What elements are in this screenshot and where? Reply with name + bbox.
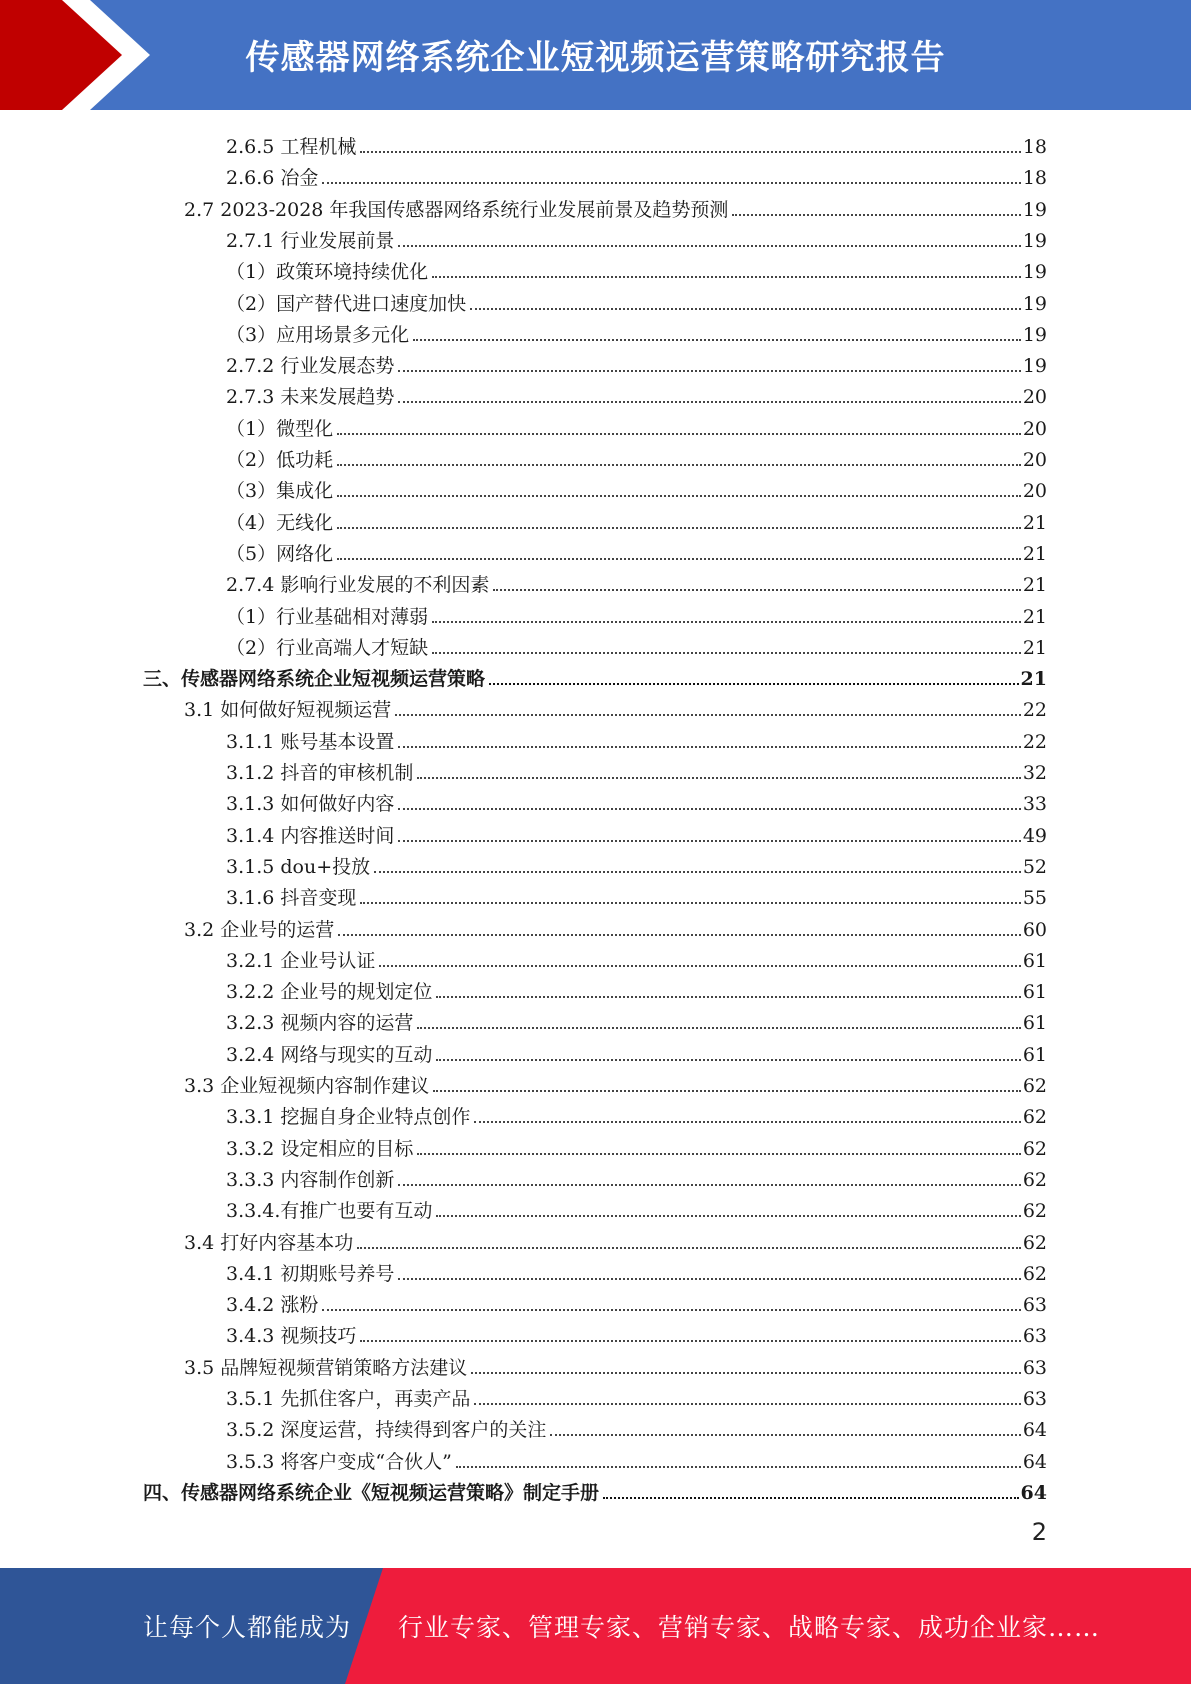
toc-entry-label: 3.5.2 深度运营，持续得到客户的关注 xyxy=(226,1419,547,1442)
toc-entry-page: 20 xyxy=(1022,449,1047,471)
toc-entry[interactable] xyxy=(184,691,1047,722)
toc-entry[interactable] xyxy=(226,504,1047,535)
toc-entry-page: 21 xyxy=(1020,668,1047,691)
toc-entry[interactable] xyxy=(226,535,1047,566)
toc-dot-leader xyxy=(471,1372,1021,1374)
toc-dot-leader xyxy=(436,996,1020,998)
toc-entry[interactable] xyxy=(226,159,1047,190)
toc-entry-page: 63 xyxy=(1022,1388,1047,1410)
toc-entry[interactable] xyxy=(184,1067,1047,1098)
toc-entry-page: 61 xyxy=(1022,1012,1047,1035)
toc-entry-page: 19 xyxy=(1022,323,1047,346)
toc-dot-leader xyxy=(436,1215,1020,1217)
toc-entry-page: 49 xyxy=(1022,824,1047,847)
toc-entry[interactable] xyxy=(184,911,1047,942)
toc-dot-leader xyxy=(337,495,1021,497)
toc-entry-page: 63 xyxy=(1022,1356,1047,1379)
toc-entry-page: 52 xyxy=(1022,855,1047,878)
toc-entry-label: （3）集成化 xyxy=(226,480,334,503)
toc-entry-page: 33 xyxy=(1022,793,1047,816)
toc-dot-leader xyxy=(474,1121,1020,1123)
toc-entry-page: 22 xyxy=(1022,730,1047,753)
toc-entry[interactable] xyxy=(226,1443,1047,1474)
toc-entry[interactable] xyxy=(226,1380,1047,1411)
footer-slogan-right: 行业专家、管理专家、营销专家、战略专家、成功企业家…… xyxy=(398,1613,1101,1642)
toc-entry-label: 3.4.1 初期账号养号 xyxy=(226,1262,395,1285)
toc-entry-label: 3.3.4.有推广也要有互动 xyxy=(226,1200,433,1223)
toc-dot-leader xyxy=(322,182,1020,184)
toc-entry[interactable] xyxy=(226,285,1047,316)
toc-entry-label: （2）低功耗 xyxy=(226,449,334,471)
toc-entry-page: 63 xyxy=(1022,1294,1047,1317)
toc-entry-label: （1）行业基础相对薄弱 xyxy=(226,605,429,628)
toc-entry-page: 62 xyxy=(1022,1168,1047,1191)
toc-entry[interactable] xyxy=(226,879,1047,910)
toc-entry-page: 20 xyxy=(1022,386,1047,409)
toc-entry[interactable] xyxy=(226,1004,1047,1035)
toc-entry-page: 64 xyxy=(1020,1481,1047,1504)
toc-entry[interactable] xyxy=(184,191,1047,222)
toc-dot-leader xyxy=(417,1027,1020,1029)
toc-entry-label: 3.2.4 网络与现实的互动 xyxy=(226,1043,433,1066)
toc-dot-leader xyxy=(432,652,1021,654)
toc-entry-page: 61 xyxy=(1022,1043,1047,1066)
toc-entry-label: 2.7.1 行业发展前景 xyxy=(226,229,395,252)
toc-entry[interactable] xyxy=(226,1192,1047,1223)
toc-entry[interactable] xyxy=(184,1349,1047,1380)
toc-entry-label: （2）国产替代进口速度加快 xyxy=(226,292,467,315)
footer-slogan-left: 让每个人都能成为 xyxy=(143,1613,352,1642)
toc-entry-page: 19 xyxy=(1022,198,1047,221)
toc-entry-label: 2.6.6 冶金 xyxy=(226,167,319,190)
toc-entry-page: 19 xyxy=(1022,292,1047,315)
toc-entry-label: 2.6.5 工程机械 xyxy=(226,136,357,158)
toc-dot-leader xyxy=(338,934,1021,936)
toc-entry-label: 3.3 企业短视频内容制作建议 xyxy=(184,1075,430,1097)
toc-entry-label: 3.2.1 企业号认证 xyxy=(226,949,376,972)
toc-entry-label: 3.3.3 内容制作创新 xyxy=(226,1168,395,1191)
toc-entry[interactable] xyxy=(226,316,1047,347)
toc-entry-label: （1）微型化 xyxy=(226,417,334,440)
toc-entry-page: 62 xyxy=(1022,1262,1047,1285)
toc-dot-leader xyxy=(398,1278,1020,1280)
toc-entry[interactable] xyxy=(226,629,1047,660)
toc-entry-label: 3.1.4 内容推送时间 xyxy=(226,824,395,847)
page-header xyxy=(0,0,1191,110)
toc-entry-label: （1）政策环境持续优化 xyxy=(226,261,429,284)
toc-dot-leader xyxy=(337,527,1021,529)
toc-dot-leader xyxy=(417,777,1020,779)
toc-entry-label: （3）应用场景多元化 xyxy=(226,323,410,346)
toc-entry-page: 20 xyxy=(1022,480,1047,503)
toc-dot-leader xyxy=(398,840,1020,842)
page-number: 2 xyxy=(1031,1518,1047,1546)
toc-dot-leader xyxy=(413,339,1021,341)
toc-dot-leader xyxy=(360,151,1020,153)
toc-dot-leader xyxy=(470,308,1021,310)
toc-entry-page: 62 xyxy=(1022,1075,1047,1097)
toc-entry[interactable] xyxy=(226,472,1047,503)
toc-dot-leader xyxy=(550,1434,1020,1436)
toc-entry-label: （2）行业高端人才短缺 xyxy=(226,636,429,659)
toc-dot-leader xyxy=(417,1153,1020,1155)
toc-entry-label: 2.7.4 影响行业发展的不利因素 xyxy=(226,574,490,597)
toc-dot-leader xyxy=(474,1403,1020,1405)
toc-entry-page: 55 xyxy=(1022,887,1047,910)
toc-entry-page: 22 xyxy=(1022,699,1047,722)
toc-entry[interactable] xyxy=(226,723,1047,754)
toc-entry[interactable] xyxy=(226,1286,1047,1317)
toc-entry[interactable] xyxy=(226,817,1047,848)
toc-dot-leader xyxy=(398,1184,1020,1186)
toc-entry[interactable] xyxy=(226,378,1047,409)
toc-dot-leader xyxy=(357,1247,1021,1249)
toc-entry-label: 3.4.2 涨粉 xyxy=(226,1294,319,1317)
toc-dot-leader xyxy=(379,965,1020,967)
toc-dot-leader xyxy=(395,714,1021,716)
toc-entry-page: 21 xyxy=(1022,636,1047,659)
toc-entry[interactable] xyxy=(226,441,1047,472)
toc-dot-leader xyxy=(337,558,1021,560)
toc-entry[interactable] xyxy=(226,347,1047,378)
toc-dot-leader xyxy=(337,464,1021,466)
toc-entry-label: 3.2 企业号的运营 xyxy=(184,918,335,941)
toc-entry-page: 19 xyxy=(1022,261,1047,284)
toc-entry[interactable] xyxy=(226,942,1047,973)
toc-entry-page: 21 xyxy=(1022,605,1047,628)
toc-dot-leader xyxy=(398,245,1020,247)
toc-entry[interactable] xyxy=(226,1098,1047,1129)
toc-dot-leader xyxy=(360,1340,1020,1342)
toc-entry-label: 3.1.6 抖音变现 xyxy=(226,887,357,910)
toc-dot-leader xyxy=(432,276,1021,278)
toc-dot-leader xyxy=(360,902,1020,904)
toc-entry[interactable] xyxy=(226,598,1047,629)
toc-entry[interactable] xyxy=(226,848,1047,879)
toc-entry[interactable] xyxy=(184,1224,1047,1255)
toc-entry-label: 2.7 2023-2028 年我国传感器网络系统行业发展前景及趋势预测 xyxy=(184,198,729,221)
toc-dot-leader xyxy=(433,1090,1021,1092)
toc-entry-page: 62 xyxy=(1022,1106,1047,1129)
toc-entry-page: 61 xyxy=(1022,949,1047,972)
toc-entry-label: 3.2.3 视频内容的运营 xyxy=(226,1012,414,1035)
toc-entry-label: 四、传感器网络系统企业《短视频运营策略》制定手册 xyxy=(143,1481,600,1504)
toc-entry-page: 64 xyxy=(1022,1450,1047,1473)
page-footer xyxy=(0,1568,1191,1684)
toc-dot-leader xyxy=(322,1309,1020,1311)
toc-entry-page: 20 xyxy=(1022,417,1047,440)
toc-dot-leader xyxy=(493,589,1020,591)
toc-entry-label: 3.1.3 如何做好内容 xyxy=(226,793,395,816)
toc-dot-leader xyxy=(489,683,1019,685)
toc-entry-label: 3.1.1 账号基本设置 xyxy=(226,730,395,753)
toc-entry-page: 18 xyxy=(1022,167,1047,190)
toc-dot-leader xyxy=(732,214,1020,216)
toc-entry[interactable] xyxy=(226,1317,1047,1348)
toc-entry-page: 19 xyxy=(1022,229,1047,252)
toc-entry-label: （4）无线化 xyxy=(226,511,334,534)
toc-entry-label: 3.5.1 先抓住客户，再卖产品 xyxy=(226,1388,471,1410)
toc-entry-label: 3.5.3 将客户变成“合伙人” xyxy=(226,1450,452,1473)
toc-dot-leader xyxy=(398,370,1020,372)
toc-entry[interactable] xyxy=(226,253,1047,284)
toc-dot-leader xyxy=(456,1466,1021,1468)
toc-entry[interactable] xyxy=(226,1411,1047,1442)
toc-entry-page: 64 xyxy=(1022,1419,1047,1442)
toc-entry-label: 3.3.2 设定相应的目标 xyxy=(226,1137,414,1160)
toc-entry-label: 3.2.2 企业号的规划定位 xyxy=(226,981,433,1004)
toc-entry-page: 63 xyxy=(1022,1325,1047,1348)
toc-dot-leader xyxy=(603,1497,1019,1499)
toc-entry[interactable] xyxy=(226,1036,1047,1067)
toc-entry[interactable] xyxy=(226,1255,1047,1286)
toc-entry[interactable] xyxy=(143,660,1047,691)
toc-entry-label: 3.4 打好内容基本功 xyxy=(184,1231,354,1254)
toc-dot-leader xyxy=(398,746,1020,748)
toc-entry[interactable] xyxy=(226,222,1047,253)
toc-dot-leader xyxy=(432,621,1021,623)
toc-entry-label: 3.1.2 抖音的审核机制 xyxy=(226,762,414,784)
toc-dot-leader xyxy=(436,1059,1020,1061)
toc-entry[interactable] xyxy=(226,1130,1047,1161)
toc-entry[interactable] xyxy=(143,1474,1047,1505)
toc-dot-leader xyxy=(398,808,1020,810)
toc-entry-label: 3.1.5 dou+投放 xyxy=(226,855,371,878)
toc-entry-label: （5）网络化 xyxy=(226,542,334,565)
toc-dot-leader xyxy=(337,433,1021,435)
toc-entry-label: 2.7.3 未来发展趋势 xyxy=(226,386,395,409)
toc-entry-page: 19 xyxy=(1022,355,1047,378)
toc-entry-label: 3.1 如何做好短视频运营 xyxy=(184,699,392,722)
toc-entry[interactable] xyxy=(226,973,1047,1004)
toc-entry[interactable] xyxy=(226,754,1047,785)
toc-entry-page: 61 xyxy=(1022,981,1047,1004)
report-title: 传感器网络系统企业短视频运营策略研究报告 xyxy=(245,37,946,78)
toc-entry-page: 21 xyxy=(1022,511,1047,534)
toc-entry-page: 21 xyxy=(1022,574,1047,597)
toc-dot-leader xyxy=(398,401,1020,403)
toc-entry-label: 3.4.3 视频技巧 xyxy=(226,1325,357,1348)
toc-entry-page: 62 xyxy=(1022,1137,1047,1160)
toc-entry[interactable] xyxy=(226,566,1047,597)
toc-entry[interactable] xyxy=(226,128,1047,159)
toc-entry-page: 62 xyxy=(1022,1200,1047,1223)
toc-entry[interactable] xyxy=(226,410,1047,441)
toc-entry-page: 18 xyxy=(1022,136,1047,158)
toc-entry-page: 21 xyxy=(1022,542,1047,565)
toc-entry[interactable] xyxy=(226,1161,1047,1192)
toc-entry-label: 3.5 品牌短视频营销策略方法建议 xyxy=(184,1356,468,1379)
toc-entry-page: 32 xyxy=(1022,762,1047,784)
toc-dot-leader xyxy=(374,871,1021,873)
toc-entry-page: 60 xyxy=(1022,918,1047,941)
toc-entry-page: 62 xyxy=(1022,1231,1047,1254)
toc-entry[interactable] xyxy=(226,785,1047,816)
toc-entry-label: 2.7.2 行业发展态势 xyxy=(226,355,395,378)
toc-entry-label: 三、传感器网络系统企业短视频运营策略 xyxy=(143,668,486,691)
toc-entry-label: 3.3.1 挖掘自身企业特点创作 xyxy=(226,1106,471,1129)
